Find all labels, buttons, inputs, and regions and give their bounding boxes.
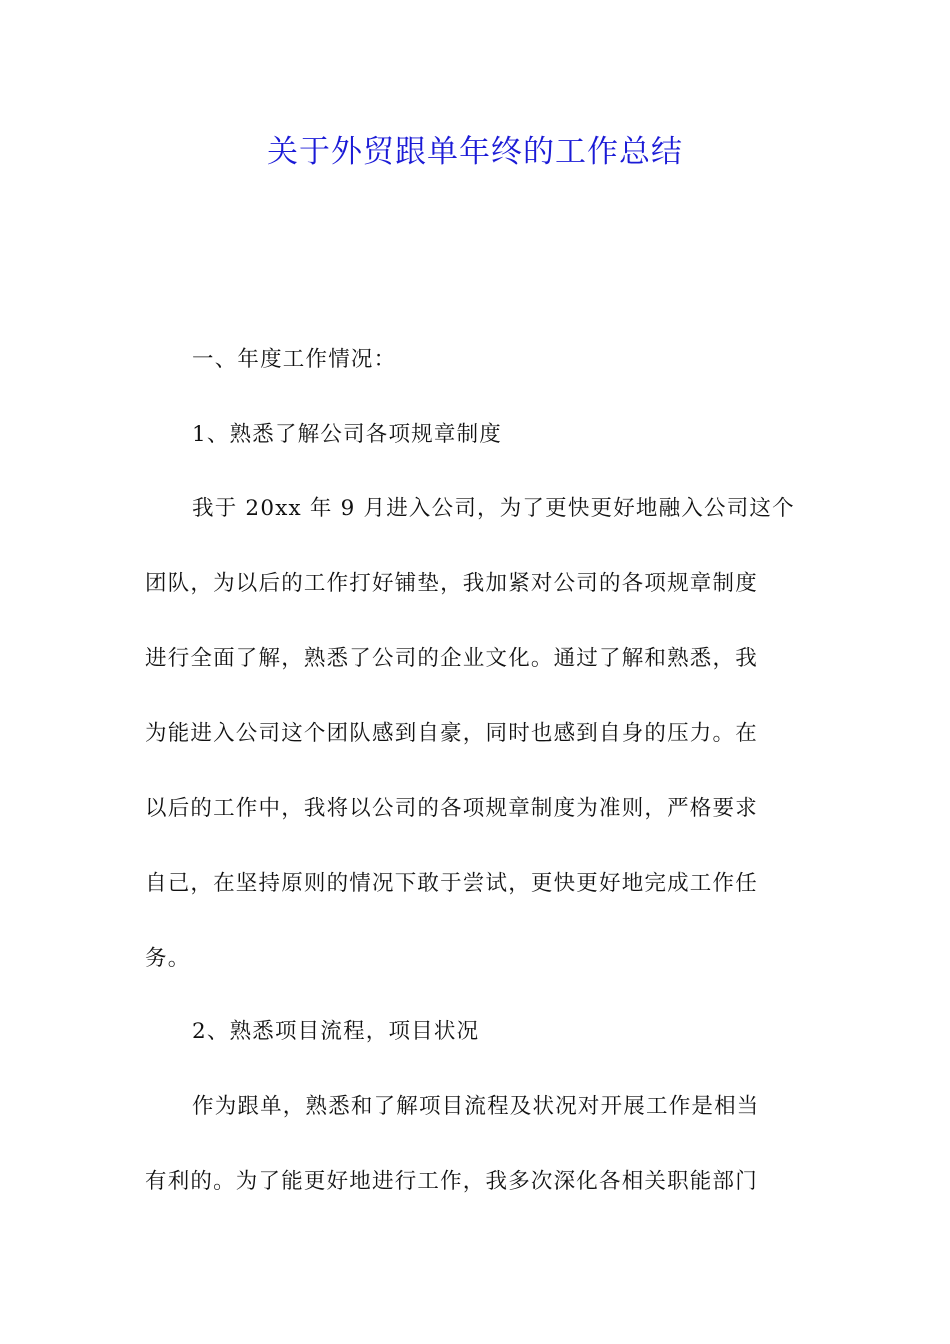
text-line: 我于 20xx 年 9 月进入公司，为了更快更好地融入公司这个 [192,496,795,521]
document-title: 关于外贸跟单年终的工作总结 [267,134,683,170]
section-heading [145,341,807,378]
text-line: 一、年度工作情况： [192,347,397,372]
text-line: 自己，在坚持原则的情况下敢于尝试，更快更好地完成工作任 [145,871,758,896]
text-line: 务。 [145,946,191,971]
paragraph [145,1088,807,1200]
text-line: 为能进入公司这个团队感到自豪，同时也感到自身的压力。在 [145,721,758,746]
text-line: 以后的工作中，我将以公司的各项规章制度为准则，严格要求 [145,796,758,821]
paragraph [145,490,807,977]
text-line: 2、熟悉项目流程，项目状况 [192,1019,480,1044]
text-line: 1、熟悉了解公司各项规章制度 [192,422,502,447]
text-line: 有利的。为了能更好地进行工作，我多次深化各相关职能部门 [145,1169,758,1194]
subsection-heading [145,1013,807,1050]
subsection-heading [145,416,807,453]
text-line: 作为跟单，熟悉和了解项目流程及状况对开展工作是相当 [192,1094,760,1119]
text-line: 进行全面了解，熟悉了公司的企业文化。通过了解和熟悉，我 [145,646,758,671]
text-line: 团队，为以后的工作打好铺垫，我加紧对公司的各项规章制度 [145,571,758,596]
